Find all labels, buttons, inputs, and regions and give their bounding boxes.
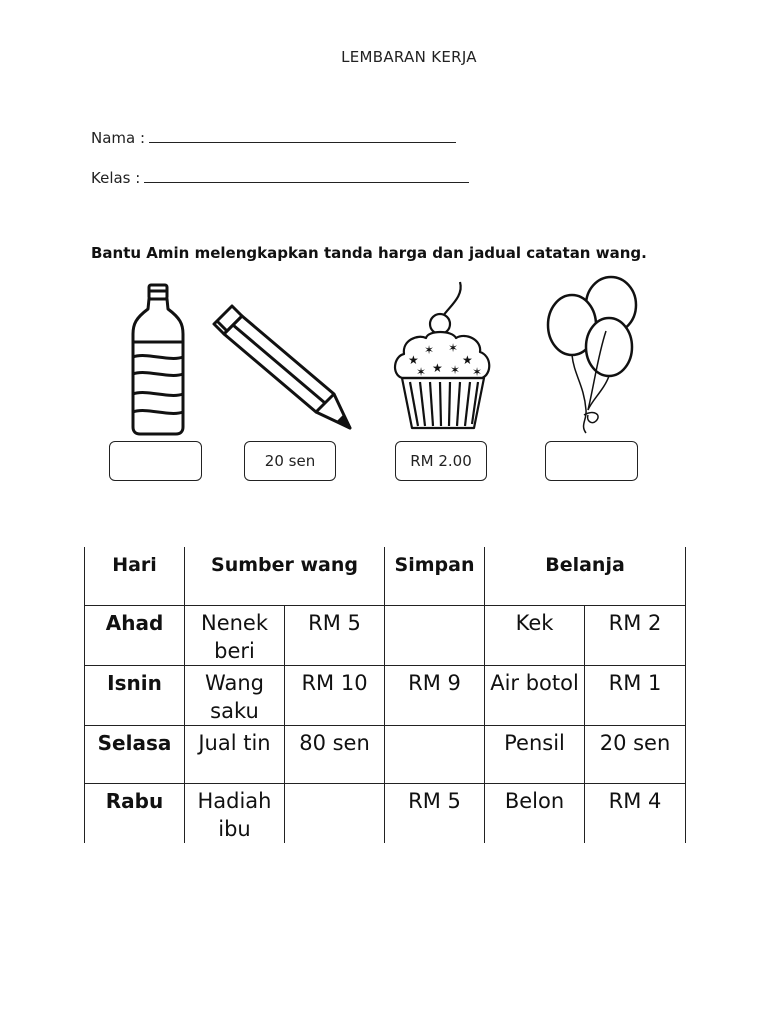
day-cell: Ahad (85, 605, 185, 665)
svg-text:✶: ✶ (472, 365, 483, 379)
name-blank-line[interactable] (149, 128, 456, 143)
save-cell[interactable] (385, 605, 485, 665)
class-label: Kelas : (91, 169, 141, 187)
amount-cell[interactable] (285, 783, 385, 843)
amount-cell: RM 10 (285, 665, 385, 725)
item-cell: Air botol (485, 665, 585, 725)
table-row (85, 725, 686, 783)
price-tag-balloons[interactable] (545, 441, 638, 481)
item-cell: Belon (485, 783, 585, 843)
svg-text:✶: ✶ (416, 365, 427, 379)
source-cell: Hadiah ibu (185, 783, 285, 843)
worksheet-title: LEMBARAN KERJA (341, 48, 477, 66)
svg-text:★: ★ (432, 361, 443, 375)
day-cell: Selasa (85, 725, 185, 783)
svg-text:✶: ✶ (424, 343, 435, 357)
balloons-icon (546, 275, 641, 440)
price-tag-cupcake[interactable]: RM 2.00 (395, 441, 487, 481)
save-cell[interactable] (385, 725, 485, 783)
price-tag-bottle[interactable] (109, 441, 202, 481)
money-record-table (84, 547, 686, 843)
save-cell: RM 9 (385, 665, 485, 725)
cupcake-icon (388, 278, 498, 438)
name-label: Nama : (91, 129, 146, 147)
instruction-text: Bantu Amin melengkapkan tanda harga dan jadual catatan wang. (91, 244, 647, 262)
svg-text:✶: ✶ (450, 363, 461, 377)
header-source: Sumber wang (185, 547, 385, 605)
class-field (91, 168, 469, 187)
table-header-row (85, 547, 686, 605)
item-cell: Kek (485, 605, 585, 665)
save-cell: RM 5 (385, 783, 485, 843)
cost-cell: RM 2 (585, 605, 686, 665)
cost-cell: RM 4 (585, 783, 686, 843)
source-cell: Jual tin (185, 725, 285, 783)
name-field (91, 128, 456, 147)
table-row (85, 665, 686, 725)
svg-text:✶: ✶ (448, 341, 459, 355)
water-bottle-icon (128, 282, 188, 437)
price-tag-pencil[interactable]: 20 sen (244, 441, 336, 481)
class-blank-line[interactable] (144, 168, 469, 183)
header-save: Simpan (385, 547, 485, 605)
cost-cell: RM 1 (585, 665, 686, 725)
table-row (85, 783, 686, 843)
day-cell: Isnin (85, 665, 185, 725)
cost-cell: 20 sen (585, 725, 686, 783)
source-cell: Nenek beri (185, 605, 285, 665)
header-spend: Belanja (485, 547, 686, 605)
item-cell: Pensil (485, 725, 585, 783)
day-cell: Rabu (85, 783, 185, 843)
svg-text:★: ★ (408, 353, 419, 367)
amount-cell: 80 sen (285, 725, 385, 783)
amount-cell: RM 5 (285, 605, 385, 665)
svg-text:★: ★ (462, 353, 473, 367)
table-row (85, 605, 686, 665)
header-day: Hari (85, 547, 185, 605)
pencil-icon (208, 300, 358, 435)
source-cell: Wang saku (185, 665, 285, 725)
